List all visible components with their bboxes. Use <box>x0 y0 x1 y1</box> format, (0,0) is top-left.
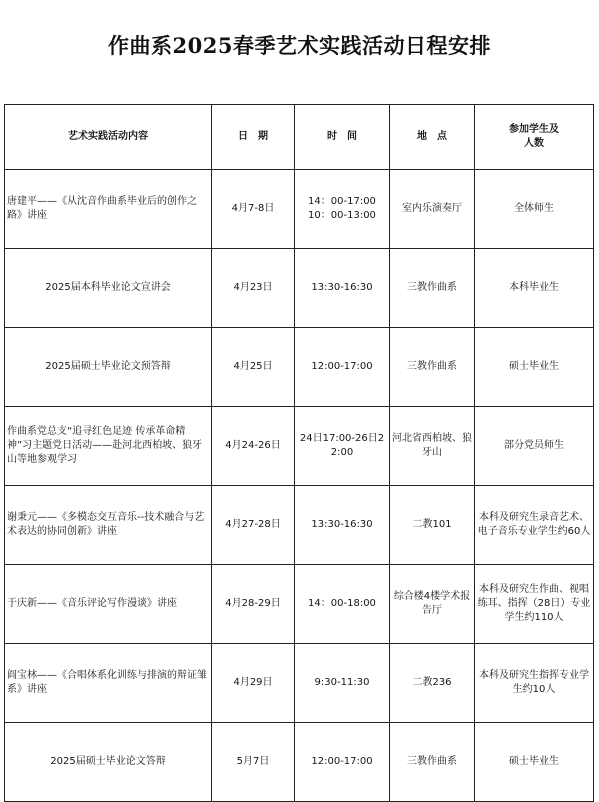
cell-participants: 本科及研究生作曲、视唱练耳、指挥（28日）专业学生约110人 <box>475 565 594 644</box>
table-row <box>5 723 594 802</box>
cell-date: 4月24-26日 <box>212 407 295 486</box>
cell-participants: 本科毕业生 <box>475 249 594 328</box>
cell-participants: 部分党员师生 <box>475 407 594 486</box>
cell-date: 4月29日 <box>212 644 295 723</box>
cell-content: 谢秉元——《多模态交互音乐--技术融合与艺术表达的协同创新》讲座 <box>5 486 212 565</box>
table-row <box>5 249 594 328</box>
cell-time: 13:30-16:30 <box>295 486 390 565</box>
cell-time: 24日17:00-26日22:00 <box>295 407 390 486</box>
table-row <box>5 565 594 644</box>
header-time: 时 间 <box>295 105 390 170</box>
cell-date: 4月27-28日 <box>212 486 295 565</box>
cell-place: 室内乐演奏厅 <box>390 170 475 249</box>
cell-content: 2025届硕士毕业论文预答辩 <box>5 328 212 407</box>
cell-place: 二教236 <box>390 644 475 723</box>
cell-content: 2025届本科毕业论文宣讲会 <box>5 249 212 328</box>
cell-time: 12:00-17:00 <box>295 723 390 802</box>
cell-date: 4月7-8日 <box>212 170 295 249</box>
cell-content: 作曲系党总支“追寻红色足迹 传承革命精神”习主题党日活动——赴河北西柏坡、狼牙山等地参观学习 <box>5 407 212 486</box>
cell-date: 4月23日 <box>212 249 295 328</box>
cell-time: 13:30-16:30 <box>295 249 390 328</box>
table-row <box>5 407 594 486</box>
cell-participants: 全体师生 <box>475 170 594 249</box>
header-participants: 参加学生及 人数 <box>475 105 594 170</box>
cell-content: 于庆新——《音乐评论写作漫谈》讲座 <box>5 565 212 644</box>
cell-participants: 本科及研究生录音艺术、电子音乐专业学生约60人 <box>475 486 594 565</box>
cell-place: 河北省西柏坡、狼牙山 <box>390 407 475 486</box>
cell-place: 三教作曲系 <box>390 723 475 802</box>
cell-participants: 本科及研究生指挥专业学生约10人 <box>475 644 594 723</box>
cell-place: 二教101 <box>390 486 475 565</box>
cell-content: 2025届硕士毕业论文答辩 <box>5 723 212 802</box>
cell-participants: 硕士毕业生 <box>475 328 594 407</box>
schedule-table <box>4 104 594 802</box>
header-date: 日 期 <box>212 105 295 170</box>
header-content: 艺术实践活动内容 <box>5 105 212 170</box>
cell-date: 5月7日 <box>212 723 295 802</box>
cell-date: 4月28-29日 <box>212 565 295 644</box>
cell-date: 4月25日 <box>212 328 295 407</box>
cell-place: 三教作曲系 <box>390 328 475 407</box>
cell-time: 14：00-17:00 10：00-13:00 <box>295 170 390 249</box>
cell-content: 阎宝林——《合唱体系化训练与排演的辩证雏系》讲座 <box>5 644 212 723</box>
table-row <box>5 486 594 565</box>
table-header-row <box>5 105 594 170</box>
cell-place: 综合楼4楼学术报告厅 <box>390 565 475 644</box>
cell-time: 12:00-17:00 <box>295 328 390 407</box>
cell-place: 三教作曲系 <box>390 249 475 328</box>
header-place: 地 点 <box>390 105 475 170</box>
cell-participants: 硕士毕业生 <box>475 723 594 802</box>
cell-time: 9:30-11:30 <box>295 644 390 723</box>
page-title: 作曲系2025春季艺术实践活动日程安排 <box>108 33 491 58</box>
cell-time: 14：00-18:00 <box>295 565 390 644</box>
table-row <box>5 328 594 407</box>
cell-content: 唐建平——《从沈音作曲系毕业后的创作之路》讲座 <box>5 170 212 249</box>
table-row <box>5 170 594 249</box>
table-row <box>5 644 594 723</box>
